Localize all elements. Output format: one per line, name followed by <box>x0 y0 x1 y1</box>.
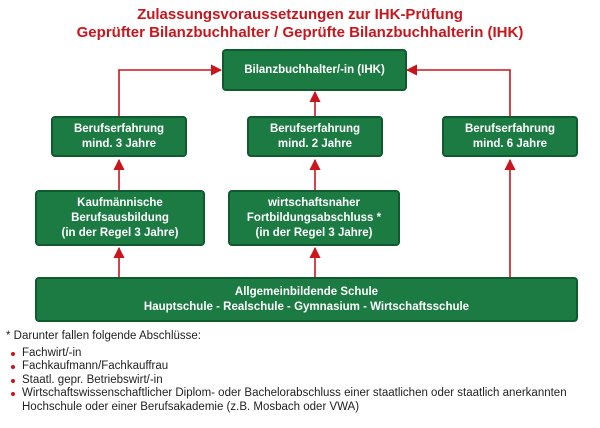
footnote-item: Staatl. gepr. Betriebswirt/-in <box>6 374 596 388</box>
experience-6-years-box <box>442 116 578 157</box>
arrow-exp6-to-goal <box>407 70 510 116</box>
experience-3-years-box <box>51 116 187 157</box>
further-education-box <box>228 190 400 246</box>
experience-3-line1: Berufserfahrung <box>73 122 165 135</box>
training-line1: Kaufmännische <box>77 196 163 209</box>
further-line1: wirtschaftsnaher <box>267 196 361 209</box>
experience-6-line1: Berufserfahrung <box>464 122 556 135</box>
general-school-box <box>35 277 578 322</box>
footnote-item: Fachwirt/-in <box>6 347 596 361</box>
goal-label: Bilanzbuchhalter/-in (IHK) <box>244 63 385 76</box>
footnote-item: Wirtschaftswissenschaftlicher Diplom- oder Bachelorabschluss einer staatlichen oder staatlich anerkannten Hochschule oder einer Berufsakademie (z.B. Mosbach oder VWA) <box>6 387 596 414</box>
training-line2: Berufsausbildung <box>71 211 169 224</box>
school-line1: Allgemeinbildende Schule <box>234 285 379 298</box>
footnote-list <box>6 347 596 415</box>
title-line-2: Geprüfter Bilanzbuchhalter / Geprüfte Bilanzbuchhalterin (IHK) <box>76 24 524 41</box>
footnote <box>6 330 596 414</box>
experience-2-line2: mind. 2 Jahre <box>277 137 353 150</box>
training-line3: (in der Regel 3 Jahre) <box>61 226 179 239</box>
vocational-training-box <box>35 190 205 246</box>
experience-3-line2: mind. 3 Jahre <box>81 137 157 150</box>
goal-box <box>222 49 407 91</box>
school-line2: Hauptschule - Realschule - Gymnasium - Wirtschaftsschule <box>143 300 470 313</box>
footnote-item: Fachkaufmann/Fachkauffrau <box>6 360 596 374</box>
experience-2-line1: Berufserfahrung <box>269 122 361 135</box>
arrow-exp3-to-goal <box>119 70 221 116</box>
experience-6-line2: mind. 6 Jahre <box>472 137 548 150</box>
further-line2: Fortbildungsabschluss * <box>246 211 382 224</box>
footnote-intro: * Darunter fallen folgende Abschlüsse: <box>6 330 201 342</box>
experience-2-years-box <box>247 116 383 157</box>
title-line-1: Zulassungsvoraussetzungen zur IHK-Prüfung <box>137 6 463 23</box>
further-line3: (in der Regel 3 Jahre) <box>255 226 373 239</box>
